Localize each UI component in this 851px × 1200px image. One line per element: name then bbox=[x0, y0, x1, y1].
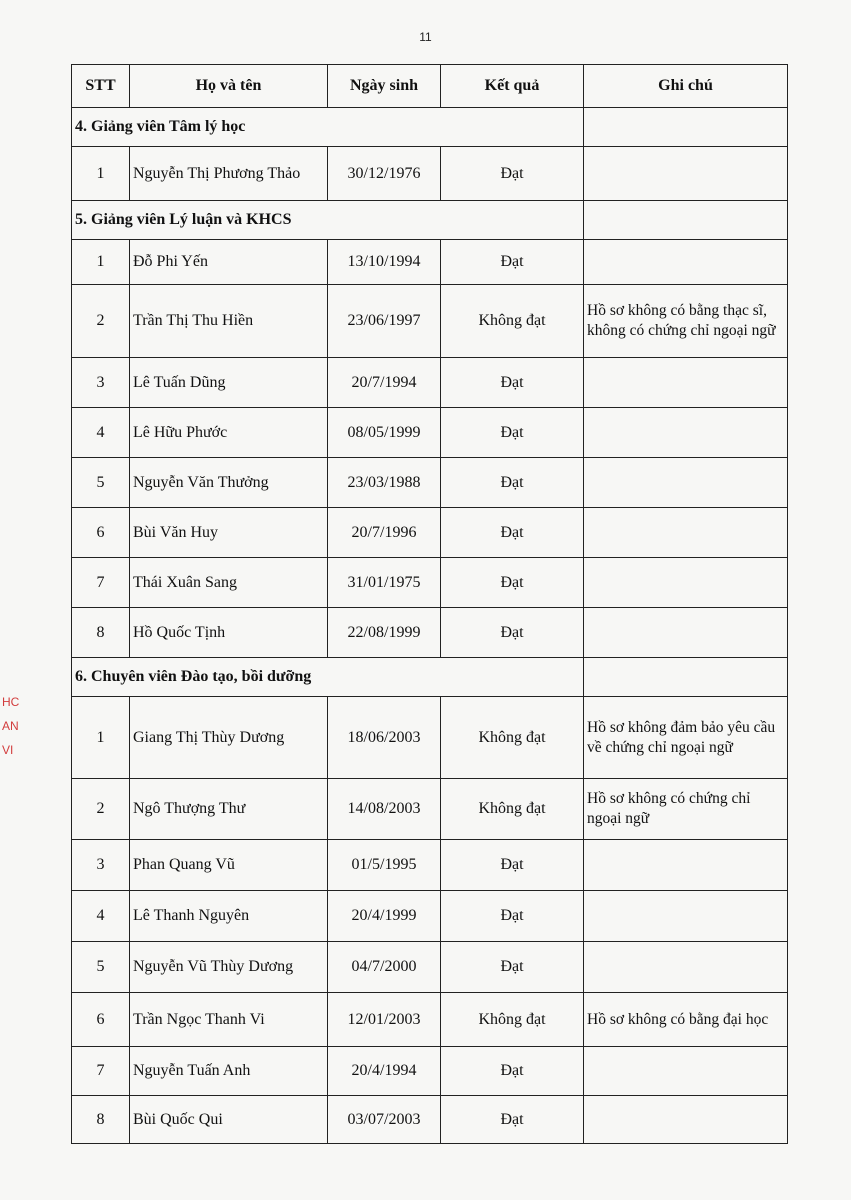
section-row bbox=[72, 201, 788, 240]
stt-cell: 2 bbox=[72, 285, 130, 358]
name-cell: Nguyễn Thị Phương Thảo bbox=[130, 147, 328, 201]
name-cell: Hồ Quốc Tịnh bbox=[130, 608, 328, 658]
name-cell: Ngô Thượng Thư bbox=[130, 779, 328, 840]
dob-cell: 20/7/1996 bbox=[328, 508, 441, 558]
table-row bbox=[72, 608, 788, 658]
stt-cell: 7 bbox=[72, 558, 130, 608]
table-row bbox=[72, 358, 788, 408]
dob-cell: 08/05/1999 bbox=[328, 408, 441, 458]
table-row bbox=[72, 408, 788, 458]
table-header-row bbox=[72, 65, 788, 108]
dob-cell: 22/08/1999 bbox=[328, 608, 441, 658]
result-cell: Đạt bbox=[441, 458, 584, 508]
result-cell: Đạt bbox=[441, 558, 584, 608]
dob-cell: 04/7/2000 bbox=[328, 942, 441, 993]
stt-cell: 7 bbox=[72, 1047, 130, 1096]
section-title: 4. Giảng viên Tâm lý học bbox=[72, 108, 584, 147]
dob-cell: 03/07/2003 bbox=[328, 1096, 441, 1144]
red-stamp-fragment bbox=[0, 690, 26, 820]
name-cell: Nguyễn Tuấn Anh bbox=[130, 1047, 328, 1096]
note-cell bbox=[584, 608, 788, 658]
name-cell: Bùi Quốc Qui bbox=[130, 1096, 328, 1144]
table-row bbox=[72, 240, 788, 285]
table-row bbox=[72, 1096, 788, 1144]
stt-cell: 3 bbox=[72, 358, 130, 408]
stt-cell: 5 bbox=[72, 458, 130, 508]
table-row bbox=[72, 508, 788, 558]
column-header-dob: Ngày sinh bbox=[328, 65, 441, 108]
note-cell bbox=[584, 1047, 788, 1096]
name-cell: Đỗ Phi Yến bbox=[130, 240, 328, 285]
stt-cell: 8 bbox=[72, 1096, 130, 1144]
name-cell: Trần Ngọc Thanh Vi bbox=[130, 993, 328, 1047]
dob-cell: 20/7/1994 bbox=[328, 358, 441, 408]
stt-cell: 4 bbox=[72, 891, 130, 942]
result-cell: Đạt bbox=[441, 891, 584, 942]
stt-cell: 1 bbox=[72, 697, 130, 779]
stamp-text: AN bbox=[2, 719, 19, 733]
name-cell: Lê Tuấn Dũng bbox=[130, 358, 328, 408]
name-cell: Lê Thanh Nguyên bbox=[130, 891, 328, 942]
result-cell: Đạt bbox=[441, 840, 584, 891]
dob-cell: 23/06/1997 bbox=[328, 285, 441, 358]
column-header-note: Ghi chú bbox=[584, 65, 788, 108]
name-cell: Thái Xuân Sang bbox=[130, 558, 328, 608]
stt-cell: 6 bbox=[72, 993, 130, 1047]
name-cell: Giang Thị Thùy Dương bbox=[130, 697, 328, 779]
dob-cell: 23/03/1988 bbox=[328, 458, 441, 508]
table-row bbox=[72, 558, 788, 608]
note-cell: Hồ sơ không có chứng chỉ ngoại ngữ bbox=[584, 779, 788, 840]
dob-cell: 31/01/1975 bbox=[328, 558, 441, 608]
note-cell: Hồ sơ không có bằng đại học bbox=[584, 993, 788, 1047]
note-cell bbox=[584, 147, 788, 201]
name-cell: Phan Quang Vũ bbox=[130, 840, 328, 891]
result-cell: Đạt bbox=[441, 508, 584, 558]
stt-cell: 5 bbox=[72, 942, 130, 993]
table-row bbox=[72, 779, 788, 840]
dob-cell: 20/4/1999 bbox=[328, 891, 441, 942]
section-title: 6. Chuyên viên Đào tạo, bồi dưỡng bbox=[72, 658, 584, 697]
note-cell: Hồ sơ không đảm bảo yêu cầu về chứng chỉ ngoại ngữ bbox=[584, 697, 788, 779]
name-cell: Nguyễn Văn Thưởng bbox=[130, 458, 328, 508]
dob-cell: 12/01/2003 bbox=[328, 993, 441, 1047]
column-header-stt: STT bbox=[72, 65, 130, 108]
section-title: 5. Giảng viên Lý luận và KHCS bbox=[72, 201, 584, 240]
note-cell bbox=[584, 458, 788, 508]
table-row bbox=[72, 147, 788, 201]
name-cell: Bùi Văn Huy bbox=[130, 508, 328, 558]
result-cell: Đạt bbox=[441, 408, 584, 458]
table-row bbox=[72, 697, 788, 779]
result-cell: Đạt bbox=[441, 608, 584, 658]
stt-cell: 1 bbox=[72, 147, 130, 201]
result-cell: Không đạt bbox=[441, 779, 584, 840]
note-cell bbox=[584, 408, 788, 458]
page-number: 11 bbox=[419, 30, 432, 44]
note-cell bbox=[584, 942, 788, 993]
name-cell: Trần Thị Thu Hiền bbox=[130, 285, 328, 358]
table-row bbox=[72, 942, 788, 993]
table-row bbox=[72, 840, 788, 891]
column-header-result: Kết quả bbox=[441, 65, 584, 108]
stt-cell: 4 bbox=[72, 408, 130, 458]
dob-cell: 18/06/2003 bbox=[328, 697, 441, 779]
column-header-name: Họ và tên bbox=[130, 65, 328, 108]
name-cell: Lê Hữu Phước bbox=[130, 408, 328, 458]
stamp-text: HC bbox=[2, 695, 20, 709]
result-cell: Đạt bbox=[441, 1047, 584, 1096]
dob-cell: 20/4/1994 bbox=[328, 1047, 441, 1096]
note-cell bbox=[584, 358, 788, 408]
dob-cell: 13/10/1994 bbox=[328, 240, 441, 285]
stamp-text: VI bbox=[2, 743, 14, 757]
result-cell: Không đạt bbox=[441, 993, 584, 1047]
section-row bbox=[72, 658, 788, 697]
result-cell: Đạt bbox=[441, 358, 584, 408]
table-row bbox=[72, 1047, 788, 1096]
stt-cell: 2 bbox=[72, 779, 130, 840]
note-cell bbox=[584, 840, 788, 891]
dob-cell: 01/5/1995 bbox=[328, 840, 441, 891]
table-row bbox=[72, 458, 788, 508]
stt-cell: 3 bbox=[72, 840, 130, 891]
table-row bbox=[72, 285, 788, 358]
section-row bbox=[72, 108, 788, 147]
stt-cell: 6 bbox=[72, 508, 130, 558]
name-cell: Nguyễn Vũ Thùy Dương bbox=[130, 942, 328, 993]
table-row bbox=[72, 993, 788, 1047]
result-cell: Đạt bbox=[441, 240, 584, 285]
stt-cell: 8 bbox=[72, 608, 130, 658]
result-cell: Đạt bbox=[441, 942, 584, 993]
note-cell bbox=[584, 891, 788, 942]
note-cell bbox=[584, 1096, 788, 1144]
note-cell: Hồ sơ không có bằng thạc sĩ, không có chứng chỉ ngoại ngữ bbox=[584, 285, 788, 358]
note-cell bbox=[584, 508, 788, 558]
result-cell: Đạt bbox=[441, 147, 584, 201]
table-row bbox=[72, 891, 788, 942]
result-cell: Không đạt bbox=[441, 285, 584, 358]
note-cell bbox=[584, 558, 788, 608]
results-table bbox=[71, 64, 788, 1144]
stt-cell: 1 bbox=[72, 240, 130, 285]
dob-cell: 14/08/2003 bbox=[328, 779, 441, 840]
result-cell: Không đạt bbox=[441, 697, 584, 779]
result-cell: Đạt bbox=[441, 1096, 584, 1144]
note-cell bbox=[584, 240, 788, 285]
dob-cell: 30/12/1976 bbox=[328, 147, 441, 201]
